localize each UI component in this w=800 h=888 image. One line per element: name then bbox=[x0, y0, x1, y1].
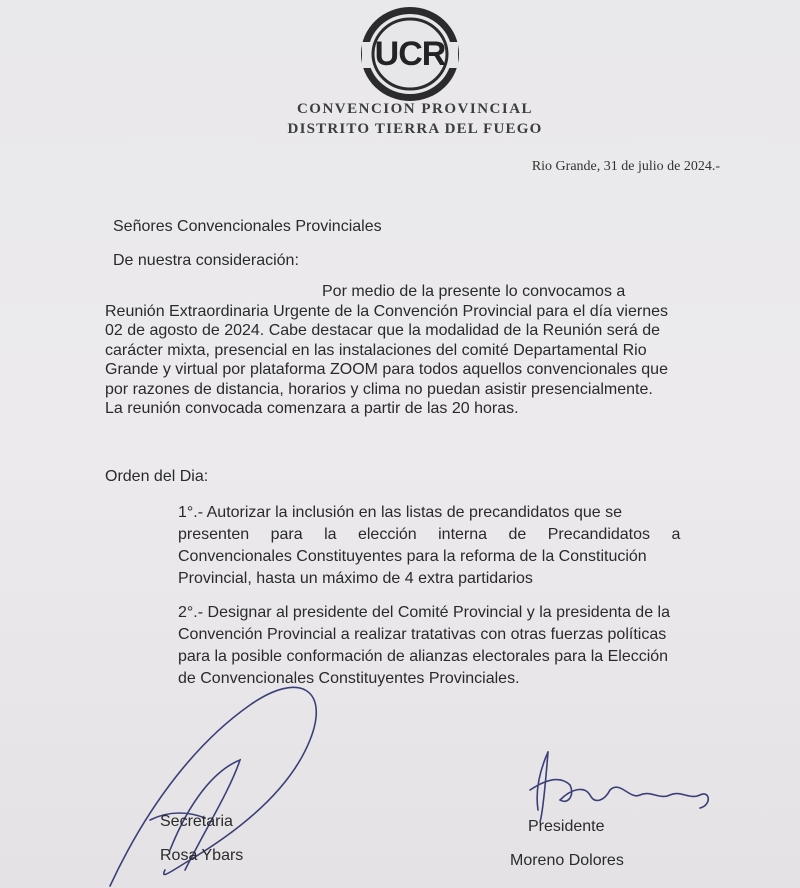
agenda-item-2 bbox=[178, 602, 718, 690]
paragraph-line: 02 de agosto de 2024. Cabe destacar que la modalidad de la Reunión será de bbox=[105, 322, 661, 339]
agenda-item-line: 1°.- Autorizar la inclusión en las listas de precandidatos que se bbox=[178, 504, 622, 521]
body-paragraph bbox=[105, 282, 725, 419]
agenda-title: Orden del Dia: bbox=[105, 468, 209, 485]
president-signature bbox=[530, 752, 708, 810]
agenda-item-1 bbox=[178, 502, 716, 590]
agenda-item-line: 2°.- Designar al presidente del Comité Provincial y la presidenta de la bbox=[178, 604, 670, 621]
paragraph-line: Por medio de la presente lo convocamos a bbox=[322, 283, 626, 300]
agenda-item-line: Convención Provincial a realizar tratativas con otras fuerzas políticas bbox=[178, 626, 667, 643]
paragraph-line: Reunión Extraordinaria Urgente de la Convención Provincial para el día viernes bbox=[105, 302, 668, 320]
agenda-item-line: presenten para la elección interna de Precandidatos a bbox=[178, 526, 681, 543]
paragraph-line: La reunión convocada comenzara a partir de las 20 horas. bbox=[105, 400, 519, 417]
salutation: Señores Convencionales Provinciales bbox=[113, 218, 382, 235]
paragraph-line: Grande y virtual por plataforma ZOOM para todos aquellos convencionales que bbox=[105, 361, 668, 378]
logo-text: UCR bbox=[374, 34, 446, 73]
president-name: Moreno Dolores bbox=[510, 852, 624, 869]
org-district: DISTRITO TIERRA DEL FUEGO bbox=[287, 121, 543, 137]
agenda-item-line: Provincial, hasta un máximo de 4 extra partidarios bbox=[178, 570, 533, 587]
date-line: Rio Grande, 31 de julio de 2024.- bbox=[531, 159, 720, 174]
agenda-item-line: para la posible conformación de alianzas electorales para la Elección bbox=[178, 648, 669, 665]
consideration: De nuestra consideración: bbox=[113, 252, 299, 269]
agenda-item-line: de Convencionales Constituyentes Provinciales. bbox=[178, 670, 520, 687]
president-title: Presidente bbox=[528, 818, 605, 835]
agenda-item-line: Convencionales Constituyentes para la reforma de la Constitución bbox=[178, 548, 647, 565]
paragraph-line: por razones de distancia, horarios y clima no puedan asistir presencialmente. bbox=[105, 380, 653, 398]
secretary-name: Rosa Ybars bbox=[160, 847, 244, 864]
secretary-title: Secretaria bbox=[160, 813, 233, 830]
ucr-logo bbox=[359, 4, 461, 104]
paragraph-line: carácter mixta, presencial en las instalaciones del comité Departamental Rio bbox=[105, 341, 647, 359]
org-name: CONVENCION PROVINCIAL bbox=[296, 101, 534, 117]
